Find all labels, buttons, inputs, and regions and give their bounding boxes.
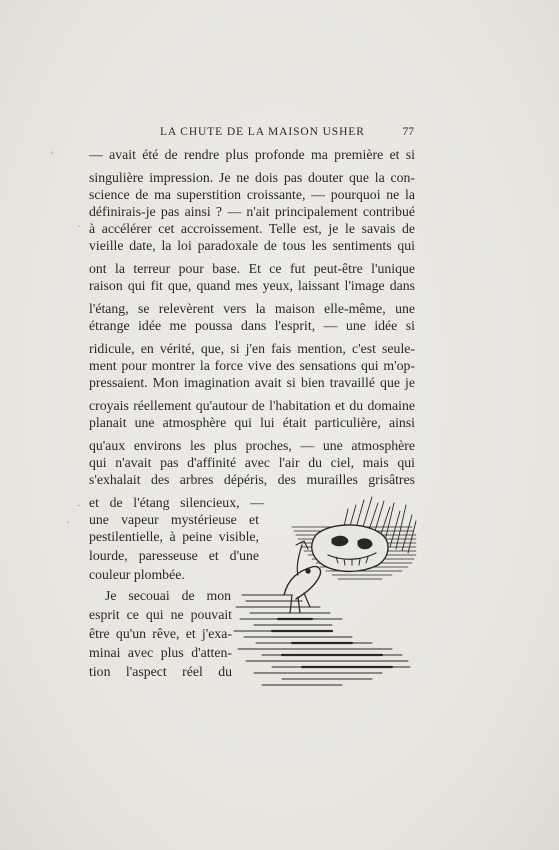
text-line: ont la terreur pour base. Et ce fut peut-être l'unique [89,261,415,276]
text-line: étrange idée me poussa dans l'esprit, — une idée si [89,318,415,333]
page-speck: · [77,222,81,233]
text-line: science de ma superstition croissante, — pourquoi ne la [89,187,415,202]
eye-socket [358,539,372,549]
text-line: à accélérer cet accroissement. Telle est, je le savais de [89,221,415,236]
text-line: être qu'un rêve, et j'exa- [89,626,232,641]
text-line: couleur plombée. [89,567,185,582]
water-lines [234,595,410,685]
page-speck: · [66,518,70,529]
creature-body [284,566,321,599]
page-number: 77 [402,126,414,138]
text-line: ment pour montrer la force vive des sensations qui m'op- [89,358,415,373]
text-line: Je secouai de mon [105,588,231,603]
text-line: tion l'aspect réel du [89,664,232,679]
text-line: — avait été de rendre plus profonde ma première et si [89,147,415,162]
text-line: pestilentielle, à peine visible, [89,529,259,544]
text-line: et de l'étang silencieux, — [89,495,264,510]
text-line: raison qui fit que, quand mes yeux, laissant l'image dans [89,278,415,293]
text-line: définirais-je pas ainsi ? — n'ait principalement contribué [89,204,415,219]
eye-socket [332,536,348,546]
text-line: minai avec plus d'atten- [89,645,232,660]
engraving-illustration [232,495,420,695]
text-line: une vapeur mystérieuse et [89,512,259,527]
text-line: planait une atmosphère qui lui était particulière, ainsi [89,415,415,430]
page-speck: ◦ [50,148,54,159]
text-line: vieille date, la loi paradoxale de tous les sentiments qui [89,238,415,253]
text-line: qui n'avait pas d'affinité avec l'air du ciel, mais qui [89,455,415,470]
text-line: ridicule, en vérité, que, si j'en fais mention, c'est seule- [89,341,415,356]
skull-shape [312,525,388,571]
text-line: esprit ce qui ne pouvait [89,607,232,622]
text-line: s'exhalait des arbres dépéris, des murailles grisâtres [89,472,415,487]
text-line: pressaient. Mon imagination avait si bien travaillé que je [89,375,415,390]
text-line: l'étang, se relevèrent vers la maison elle-même, une [89,301,415,316]
text-line: croyais réellement qu'autour de l'habitation et du domaine [89,398,415,413]
running-head [88,126,416,142]
page-speck: · [77,501,81,512]
text-line: lourde, paresseuse et d'une [89,548,259,563]
text-line: qu'aux environs les plus proches, — une atmosphère [89,438,415,453]
running-head-title: LA CHUTE DE LA MAISON USHER [160,126,365,138]
text-line: singulière impression. Je ne dois pas douter que la con- [89,170,415,185]
